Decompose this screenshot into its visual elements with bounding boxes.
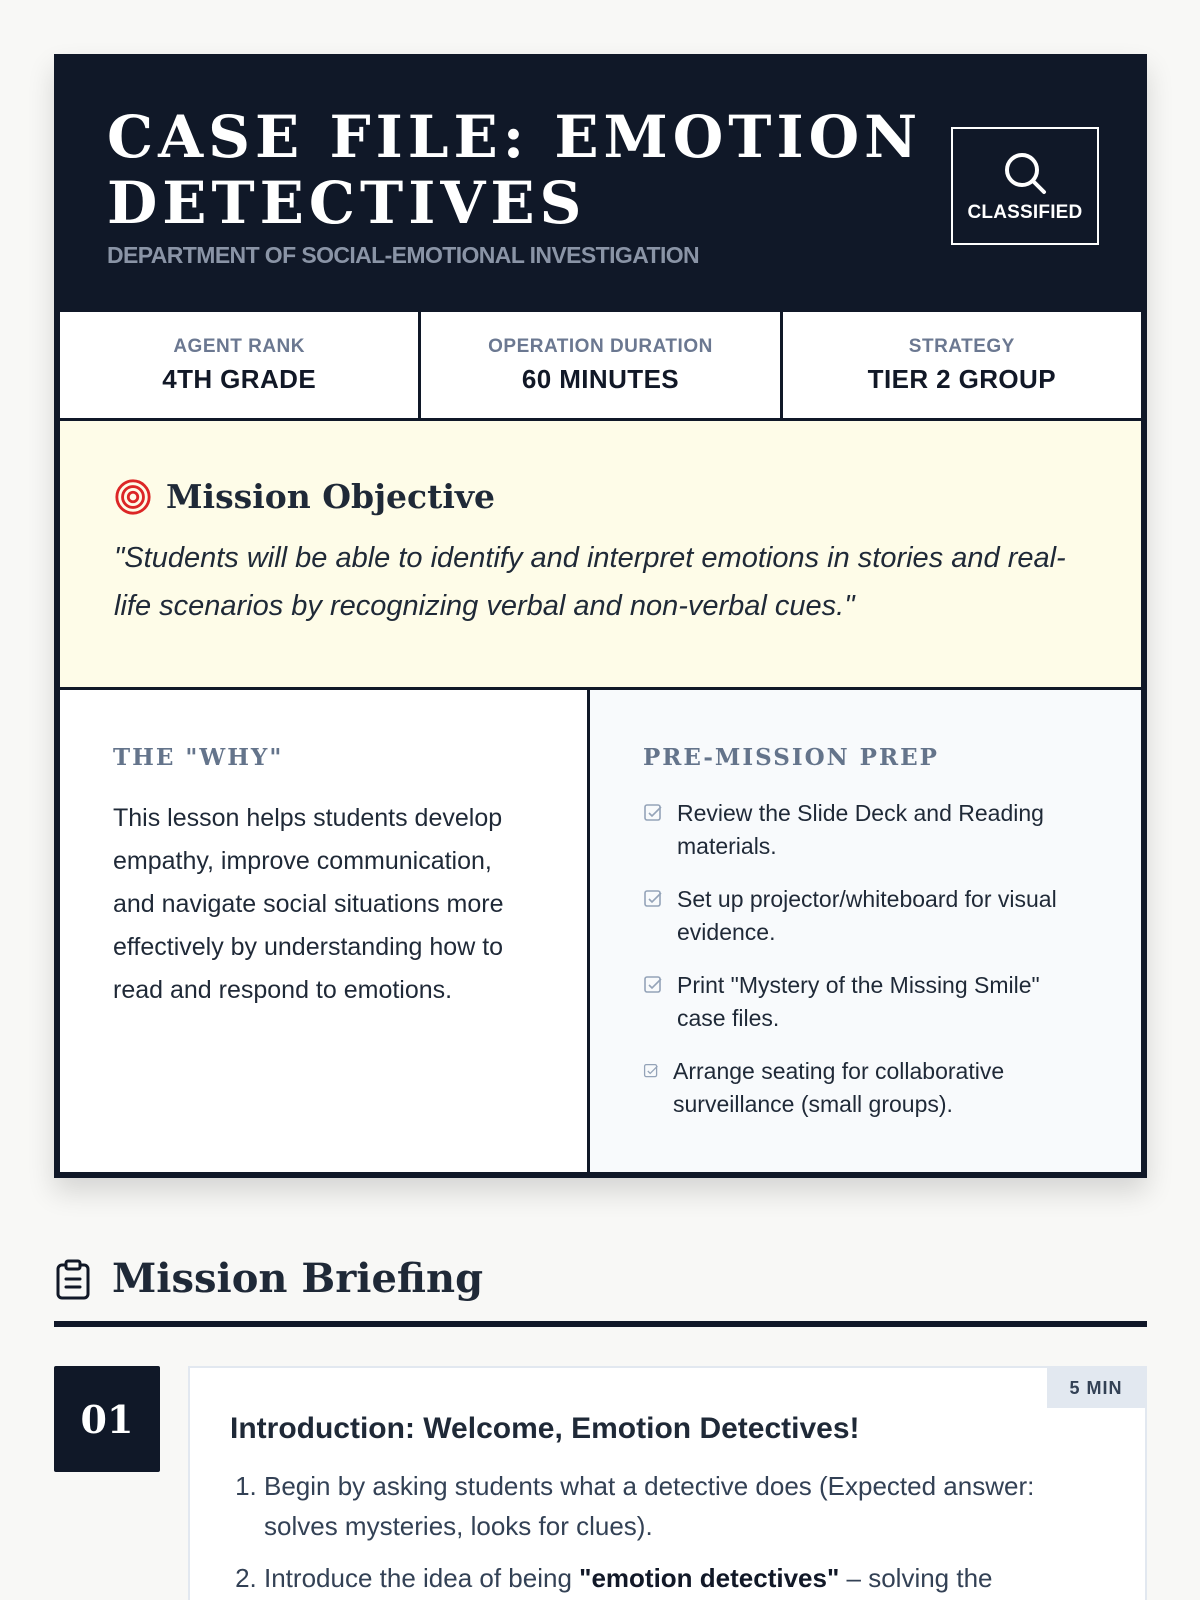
prep-item-text: Review the Slide Deck and Reading materials. — [677, 800, 1044, 859]
objective-text: "Students will be able to identify and interpret emotions in stories and real-life scenarios by recognizing verbal and non-verbal cues." — [114, 542, 1066, 622]
checkbox-icon — [643, 1063, 659, 1079]
why-section — [60, 690, 587, 1172]
stat-label: STRATEGY — [908, 335, 1015, 357]
prep-item-text: Set up projector/whiteboard for visual evidence. — [677, 886, 1057, 945]
checkbox-icon — [643, 975, 663, 995]
stat-strategy — [783, 312, 1141, 418]
checkbox-icon — [643, 803, 663, 823]
classified-stamp — [951, 127, 1099, 245]
step-list — [230, 1466, 1105, 1598]
step-number: 01 — [54, 1366, 160, 1472]
why-text: This lesson helps students develop empathy, improve communication, and navigate social situations more effectively by understanding how to read and respond to emotions. — [113, 804, 504, 1004]
step-item-emphasis: "emotion detectives" — [579, 1563, 840, 1593]
info-columns — [60, 690, 1141, 1172]
objective-heading — [114, 477, 1087, 516]
prep-item — [643, 883, 1089, 949]
checkbox-icon — [643, 889, 663, 909]
mission-objective — [60, 421, 1141, 687]
page-subtitle: DEPARTMENT OF SOCIAL-EMOTIONAL INVESTIGATION — [107, 242, 700, 268]
prep-list — [643, 797, 1089, 1121]
stat-value: TIER 2 GROUP — [867, 363, 1056, 394]
target-icon — [114, 478, 152, 516]
step-item: 1. Begin by asking students what a detective does (Expected answer: solves mysteries, looks for clues). — [264, 1466, 1105, 1546]
objective-title: Mission Objective — [166, 477, 496, 516]
step-time-badge: 5 MIN — [1047, 1368, 1145, 1408]
prep-item-text: Print "Mystery of the Missing Smile" case files. — [677, 972, 1040, 1031]
stats-row — [60, 312, 1141, 418]
case-file-header — [60, 54, 1141, 312]
step-card — [188, 1366, 1147, 1600]
why-heading: THE "WHY" — [113, 744, 284, 771]
briefing-heading — [54, 1252, 1147, 1327]
prep-item — [643, 969, 1089, 1035]
magnifier-icon — [1000, 148, 1050, 198]
stamp-label: CLASSIFIED — [967, 202, 1083, 223]
step-title: Introduction: Welcome, Emotion Detectives! — [230, 1412, 860, 1445]
stat-value: 60 MINUTES — [521, 363, 680, 394]
step-item-text: – solving the — [839, 1563, 993, 1593]
clipboard-icon — [54, 1259, 92, 1301]
step-item — [264, 1558, 1105, 1598]
prep-item — [643, 1055, 1089, 1121]
stat-operation-duration — [421, 312, 779, 418]
prep-item-text: Arrange seating for collaborative surveillance (small groups). — [673, 1058, 1005, 1117]
case-file-card — [54, 54, 1147, 1178]
prep-item — [643, 797, 1089, 863]
stat-value: 4TH GRADE — [162, 363, 317, 394]
prep-section — [590, 690, 1141, 1172]
stat-label: OPERATION DURATION — [488, 335, 713, 357]
stat-agent-rank — [60, 312, 418, 418]
page-title: CASE FILE: EMOTION DETECTIVES — [107, 103, 923, 237]
briefing-title: Mission Briefing — [112, 1255, 484, 1302]
prep-heading: PRE-MISSION PREP — [643, 744, 939, 771]
step-item-text: Introduce the idea of being — [264, 1563, 580, 1593]
stat-label: AGENT RANK — [173, 335, 305, 357]
